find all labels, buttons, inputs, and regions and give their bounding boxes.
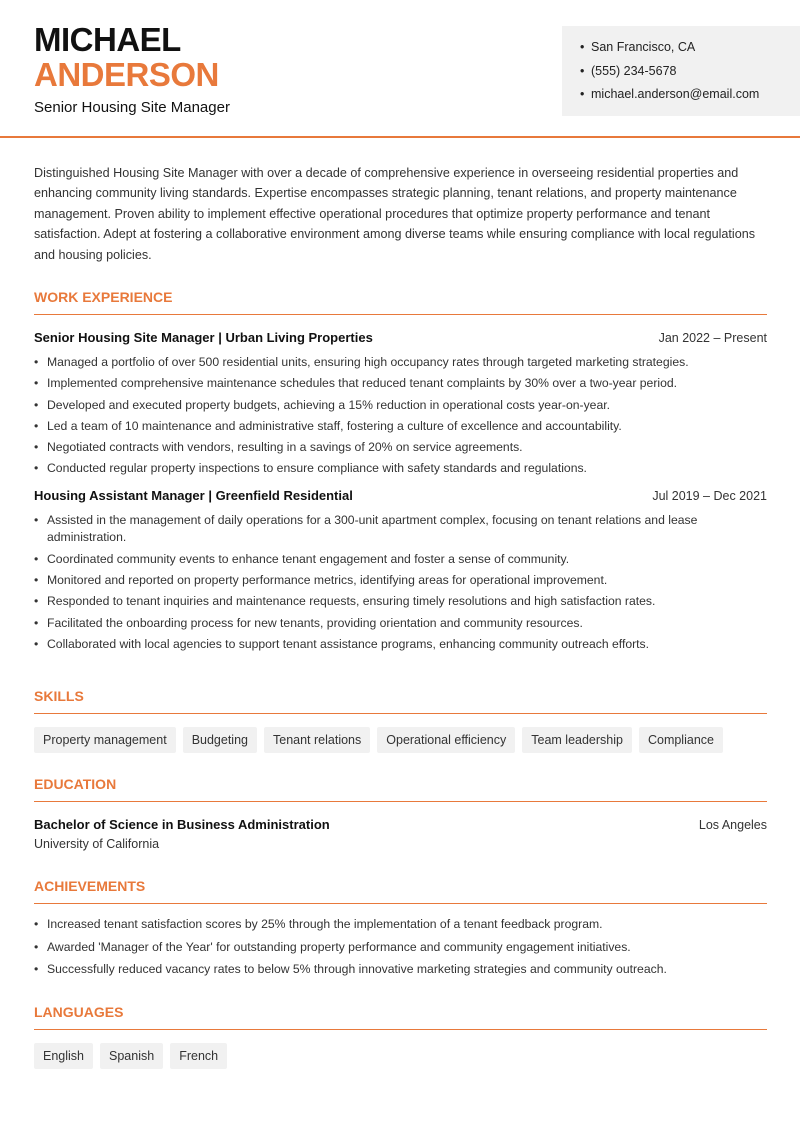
job-header — [34, 330, 767, 345]
list-item: • Conducted regular property inspections to ensure compliance with safety standards and regulations. — [34, 460, 767, 477]
language-tag: Spanish — [100, 1043, 163, 1069]
job-role: Senior Housing Site Manager | Urban Living Properties — [34, 330, 373, 345]
language-tag: English — [34, 1043, 93, 1069]
language-tags — [34, 1043, 767, 1069]
list-item: • Increased tenant satisfaction scores by 25% through the implementation of a tenant feedback program. — [34, 916, 767, 933]
resume-body — [34, 163, 767, 1063]
first-name: MICHAEL — [34, 21, 181, 58]
job-dates: Jul 2019 – Dec 2021 — [652, 489, 767, 504]
education-location: Los Angeles — [698, 818, 767, 832]
job-dates: Jan 2022 – Present — [658, 331, 767, 345]
job-title: Senior Housing Site Manager — [34, 99, 230, 116]
language-tag: French — [170, 1043, 227, 1069]
job-header — [34, 488, 767, 503]
list-item: • Collaborated with local agencies to support tenant assistance programs, enhancing community outreach efforts. — [34, 636, 767, 653]
skill-tag: Property management — [34, 727, 176, 753]
list-item: • Led a team of 10 maintenance and administrative staff, fostering a culture of excellence and accountability. — [34, 418, 767, 435]
degree: Bachelor of Science in Business Administration — [34, 817, 330, 832]
last-name: ANDERSON — [34, 56, 219, 93]
section-title-work: WORK EXPERIENCE — [34, 289, 767, 315]
contact-phone: • (555) 234-5678 — [580, 62, 800, 86]
resume-header — [0, 0, 800, 138]
education-section — [34, 776, 767, 851]
section-title-languages: LANGUAGES — [34, 1004, 767, 1030]
skill-tag: Team leadership — [522, 727, 632, 753]
list-item: • Developed and executed property budgets, achieving a 15% reduction in operational costs year-on-year. — [34, 397, 767, 414]
list-item: • Responded to tenant inquiries and maintenance requests, ensuring timely resolutions and high satisfaction rates. — [34, 593, 767, 610]
list-item: • Coordinated community events to enhance tenant engagement and foster a sense of community. — [34, 551, 767, 568]
list-item: • Negotiated contracts with vendors, resulting in a savings of 20% on service agreements. — [34, 439, 767, 456]
skill-tag: Compliance — [639, 727, 723, 753]
job-role: Housing Assistant Manager | Greenfield Residential — [34, 488, 353, 504]
education-header — [34, 817, 767, 832]
contact-location: • San Francisco, CA — [580, 38, 800, 62]
job-entry — [34, 488, 767, 652]
job-bullets — [34, 512, 767, 652]
school: University of California — [34, 837, 160, 851]
list-item: • Facilitated the onboarding process for new tenants, providing orientation and community resources. — [34, 615, 767, 632]
list-item: • Awarded 'Manager of the Year' for outstanding property performance and community engagement initiatives. — [34, 939, 767, 956]
contact-box — [562, 26, 800, 116]
summary: Distinguished Housing Site Manager with over a decade of comprehensive experience in overseeing residential properties and enhancing community living standards. Expertise encompasses strategic planning, tenant relations, and property maintenance management. Proven ability to implement effective operational procedures that optimize property performance and tenant satisfaction. Adept at fostering a collaborative environment among diverse teams while ensuring compliance with local regulations and housing policies. — [34, 166, 756, 262]
section-title-achievements: ACHIEVEMENTS — [34, 878, 767, 904]
job-entry — [34, 330, 767, 477]
list-item: • Implemented comprehensive maintenance schedules that reduced tenant complaints by 30% over a two-year period. — [34, 375, 767, 392]
contact-email: • michael.anderson@email.com — [580, 85, 800, 109]
candidate-name — [34, 22, 219, 92]
skill-tag: Operational efficiency — [377, 727, 515, 753]
achievements-section — [34, 878, 767, 984]
skill-tag: Tenant relations — [264, 727, 370, 753]
list-item: • Successfully reduced vacancy rates to below 5% through innovative marketing strategies and community outreach. — [34, 961, 767, 978]
achievements-list — [34, 916, 767, 978]
skills-tags — [34, 727, 767, 753]
skills-section — [34, 688, 767, 753]
skill-tag: Budgeting — [183, 727, 257, 753]
list-item: • Assisted in the management of daily operations for a 300-unit apartment complex, focusing on tenant relations and lease administration. — [34, 512, 767, 546]
list-item: • Monitored and reported on property performance metrics, identifying areas for operational improvement. — [34, 572, 767, 589]
list-item: • Managed a portfolio of over 500 residential units, ensuring high occupancy rates through targeted marketing strategies. — [34, 354, 767, 371]
section-title-skills: SKILLS — [34, 688, 767, 714]
work-experience-section — [34, 289, 767, 657]
languages-section — [34, 1004, 767, 1069]
section-title-education: EDUCATION — [34, 776, 767, 802]
job-bullets — [34, 354, 767, 477]
